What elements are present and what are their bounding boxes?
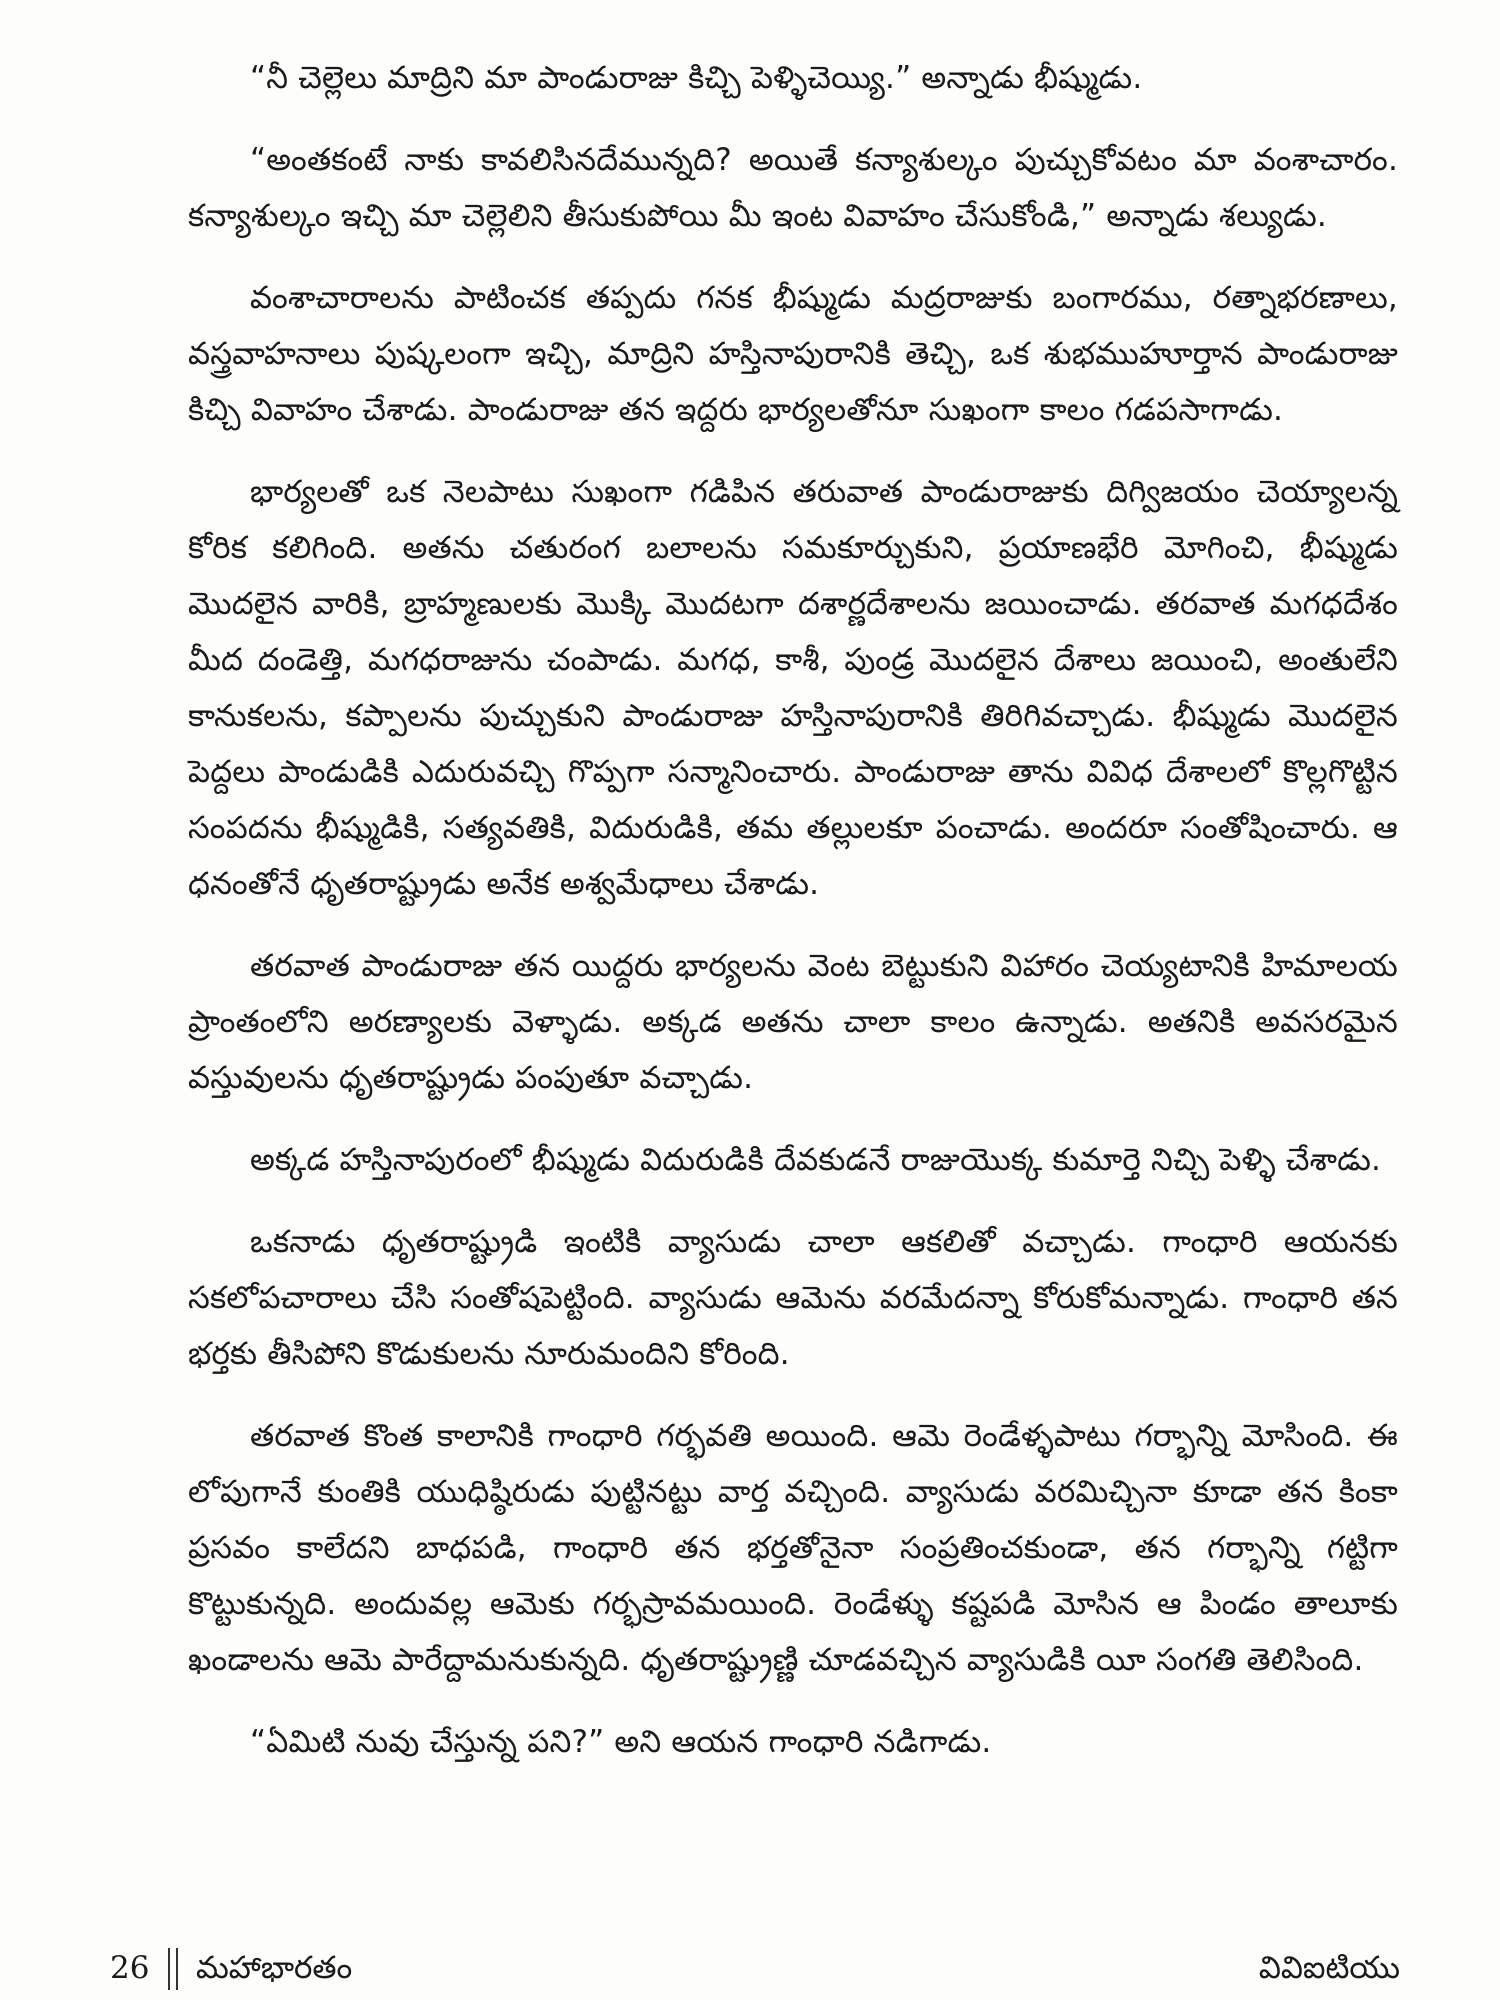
page-body [188,50,1398,1796]
paragraph-5: తరవాత పాండురాజు తన యిద్దరు భార్యలను వెంట బెట్టుకుని విహారం చెయ్యటానికి హిమాలయ ప్రాంతంలోని అరణ్యాలకు వెళ్ళాడు. అక్కడ అతను చాలా కాలం ఉన్నాడు. అతనికి అవసరమైన వస్తువులను ధృతరాష్ట్రుడు పంపుతూ వచ్చాడు. [188,948,1398,1096]
paragraph-4: భార్యలతో ఒక నెలపాటు సుఖంగా గడిపిన తరువాత పాండురాజుకు దిగ్విజయం చెయ్యాలన్న కోరిక కలిగింది. అతను చతురంగ బలాలను సమకూర్చుకుని, ప్రయాణభేరి మోగించి, భీష్ముడు మొదలైన వారికి, బ్రాహ్మణులకు మొక్కి మొదటగా దశార్ణదేశాలను జయించాడు. తరవాత మగధదేశం మీద దండెత్తి, మగధరాజును చంపాడు. మగధ, కాశీ, పుండ్ర మొదలైన దేశాలు జయించి, అంతులేని కానుకలను, కప్పాలను పుచ్చుకుని పాండురాజు హస్తినాపురానికి తిరిగివచ్చాడు. భీష్ముడు మొదలైన పెద్దలు పాండుడికి ఎదురువచ్చి గొప్పగా సన్మానించారు. పాండురాజు తాను వివిధ దేశాలలో కొల్లగొట్టిన సంపదను భీష్ముడికి, సత్యవతికి, విదురుడికి, తమ తల్లులకూ పంచాడు. అందరూ సంతోషించారు. ఆ ధనంతోనే ధృతరాష్ట్రుడు అనేక అశ్వమేధాలు చేశాడు. [188,474,1398,902]
page-number: 26 [110,1950,150,1986]
paragraph-9: “ఏమిటి నువు చేస్తున్న పని?” అని ఆయన గాంధారి నడిగాడు. [250,1724,992,1760]
paragraph-1: “నీ చెల్లెలు మాద్రిని మా పాండురాజు కిచ్చి పెళ్ళిచెయ్యి.” అన్నాడు భీష్ముడు. [250,60,1143,96]
paragraph-7: ఒకనాడు ధృతరాష్ట్రుడి ఇంటికి వ్యాసుడు చాలా ఆకలితో వచ్చాడు. గాంధారి ఆయనకు సకలోపచారాలు చేసి సంతోషపెట్టింది. వ్యాసుడు ఆమెను వరమేదన్నా కోరుకోమన్నాడు. గాంధారి తన భర్తకు తీసిపోని కొడుకులను నూరుమందిని కోరింది. [188,1224,1398,1372]
footer-divider [168,1948,178,1990]
paragraph-6: అక్కడ హస్తినాపురంలో భీష్ముడు విదురుడికి దేవకుడనే రాజుయొక్క కుమార్తె నిచ్చి పెళ్ళి చేశాడు. [250,1142,1382,1178]
paragraph-2: “అంతకంటే నాకు కావలిసినదేమున్నది? అయితే కన్యాశుల్కం పుచ్చుకోవటం మా వంశాచారం. కన్యాశుల్కం ఇచ్చి మా చెల్లెలిని తీసుకుపోయి మీ ఇంట వివాహం చేసుకోండి,” అన్నాడు శల్యుడు. [188,142,1398,234]
page-footer [110,1940,1400,1996]
paragraph-8: తరవాత కొంత కాలానికి గాంధారి గర్భవతి అయింది. ఆమె రెండేళ్ళపాటు గర్భాన్ని మోసింది. ఈ లోపుగానే కుంతికి యుధిష్ఠిరుడు పుట్టినట్టు వార్త వచ్చింది. వ్యాసుడు వరమిచ్చినా కూడా తన కింకా ప్రసవం కాలేదని బాధపడి, గాంధారి తన భర్తతోనైనా సంప్రతించకుండా, తన గర్భాన్ని గట్టిగా కొట్టుకున్నది. అందువల్ల ఆమెకు గర్భస్రావమయింది. రెండేళ్ళు కష్టపడి మోసిన ఆ పిండం తాలూకు ఖండాలను ఆమె పారేద్దామనుకున్నది. ధృతరాష్ట్రుణ్ణి చూడవచ్చిన వ్యాసుడికి యీ సంగతి తెలిసింది. [188,1418,1398,1678]
paragraph-3: వంశాచారాలను పాటించక తప్పదు గనక భీష్ముడు మద్రరాజుకు బంగారము, రత్నాభరణాలు, వస్త్రవాహనాలు పుష్కలంగా ఇచ్చి, మాద్రిని హస్తినాపురానికి తెచ్చి, ఒక శుభముహూర్తాన పాండురాజు కిచ్చి వివాహం చేశాడు. పాండురాజు తన ఇద్దరు భార్యలతోనూ సుఖంగా కాలం గడపసాగాడు. [188,280,1398,428]
book-title: మహాభారతం [196,1950,353,1986]
publisher-name: వివిఐటియు [1258,1950,1400,1986]
